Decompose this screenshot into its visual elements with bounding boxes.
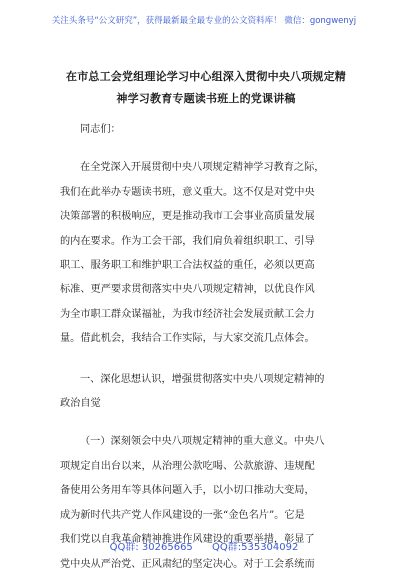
paragraph-2-line: 我们党以自我革命精神推进作风建设的重要举措，彰显了	[60, 534, 315, 546]
paragraph-2-line: 党中央从严治党、正风肃纪的坚定决心。对于工会系统而	[60, 558, 315, 570]
paragraph-1	[60, 156, 352, 351]
salutation: 同志们：	[80, 124, 121, 135]
paragraph-1-line: 职工、服务职工和维护职工合法权益的重任，必须以更高	[60, 260, 315, 272]
section-heading-1	[60, 368, 352, 417]
title-line-1: 在市总工会党组理论学习中心组深入贯彻中央八项规定精	[66, 70, 346, 83]
paragraph-2-line: （一）深刻领会中央八项规定精神的重大意义。中央八	[80, 436, 325, 448]
paragraph-2	[60, 430, 352, 576]
paragraph-2-line: 备使用公务用车等具体问题入手，以小切口推动大变局，	[60, 485, 315, 497]
paragraph-1-line: 我们在此举办专题读书班，意义重大。这不仅是对党中央	[60, 186, 315, 198]
paragraph-2-line: 项规定自出台以来，从治理公款吃喝、公款旅游、违规配	[60, 460, 315, 472]
title-line-2: 神学习教育专题读书班上的党课讲稿	[116, 92, 296, 105]
paragraph-1-line: 量。借此机会，我结合工作实际，与大家交流几点体会。	[60, 333, 315, 345]
header-promo-note: 关注头条号“公文研究”，获得最新最全最专业的公文资料库！ 微信：gongwenyj	[51, 16, 357, 26]
document-title	[56, 66, 356, 110]
paragraph-2-line: 成为新时代共产党人作风建设的一张“金色名片”。它是	[60, 509, 305, 521]
footer-contact	[0, 538, 408, 553]
paragraph-1-line: 在全党深入开展贯彻中央八项规定精神学习教育之际，	[80, 162, 325, 174]
paragraph-1-line: 的内在要求。作为工会干部，我们肩负着组织职工、引导	[60, 235, 315, 247]
section-heading-line: 政治自觉	[60, 398, 101, 410]
document-body	[60, 116, 352, 577]
paragraph-1-line: 决策部署的积极响应，更是推动我市工会事业高质量发展	[60, 211, 315, 223]
paragraph-1-line: 为全市职工群众谋福祉，为我市经济社会发展贡献工会力	[60, 308, 315, 320]
paragraph-1-line: 标准、更严要求贯彻落实中央八项规定精神，以优良作风	[60, 284, 315, 296]
section-heading-line: 一、深化思想认识，增强贯彻落实中央八项规定精神的	[80, 373, 325, 385]
footer-qq-group-2: QQ群:535304092	[212, 542, 299, 553]
footer-qq-group-1: QQ群: 30265665	[109, 542, 193, 553]
